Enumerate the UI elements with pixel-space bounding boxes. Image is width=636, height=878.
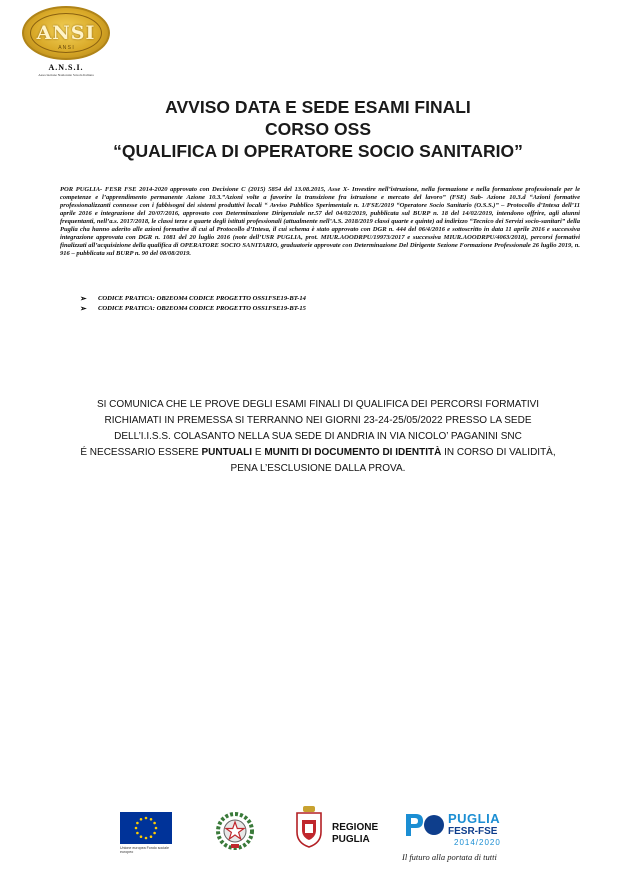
fesr-fund-label: FESR-FSE bbox=[448, 826, 498, 837]
ansi-seal-logo bbox=[22, 6, 110, 60]
project-codes bbox=[80, 294, 560, 314]
notice-line-4 bbox=[40, 445, 596, 461]
ansi-acronym: A.N.S.I. bbox=[48, 63, 84, 72]
notice-line-3: DELL’I.I.S.S. COLASANTO NELLA SUA SEDE DI ANDRIA IN VIA NICOLO’ PAGANINI SNC bbox=[114, 431, 522, 442]
notice-line-4-mid: E bbox=[252, 447, 265, 458]
title-line-2: CORSO OSS bbox=[265, 119, 371, 139]
region-name-line-1: REGIONE bbox=[332, 822, 379, 833]
arrow-bullet-icon: ➢ bbox=[80, 304, 87, 313]
por-puglia-logo bbox=[402, 808, 530, 864]
ansi-subtitle: Associazione Nazionale Scuola Italiana bbox=[38, 73, 94, 77]
notice-line-2: RICHIAMATI IN PREMESSA SI TERRANNO NEI GIORNI 23-24-25/05/2022 PRESSO LA SEDE bbox=[104, 415, 532, 426]
ansi-logo bbox=[20, 6, 112, 77]
seal-sub: A N S I bbox=[58, 45, 74, 51]
funding-logos-footer bbox=[0, 800, 636, 870]
eu-flag-icon bbox=[120, 812, 172, 844]
project-code-text: CODICE PRATICA: OB2EOM4 CODICE PROGETTO OSS1FSE19-BT-15 bbox=[98, 305, 306, 312]
arrow-bullet-icon: ➢ bbox=[80, 294, 87, 303]
intro-paragraph: POR PUGLIA- FESR FSE 2014-2020 approvato con Decisione C (2015) 5854 del 13.08.2015, Asse X- Investire nell’istruzione, nella formazione e nella formazione professionale per le competenze e l’apprendimento permanente Azione 10.3.”Azioni volte a favorire la transizione fra istruzione e mercato del lavoro” (FSE) Sub- Azione 10.3.d “Azioni formative professionalizzanti connesse con i fabbisogni dei sistemi produttivi locali “ Avviso Pubblico Sperimentale n. 1/FSE/2019 “Operatore Socio Sanitario (O.S.S.)” – Protocollo d’Intesa dell’11 aprile 2016 e integrazione del 20/07/2016, approvato con Determinazione Dirigenziale nr.57 del 04/02/2019, pubblicata sul BURP n. 18 del 14/02/2019, intendono offrire, agli alunni frequentanti, nell’a.s. 2017/2018, le classi terze e quarte degli istituti professionali (attualmente nell’A.S. 2018/2019 classi quarte e quinte) ad indirizzo “Tecnico dei Servizi socio-sanitari” della Puglia cha hanno aderito alle azioni formative di cui al Protocollo d’Intesa, il cui schema è stato approvato con DGR n. 444 del 06/4/2016 e sottoscritto in data 11 aprile 2016 e successiva integrazione approvata con DGR n. 1081 del 20 luglio 2016 (note dell’USR PUGLIA, prot. MIUR.AOODRPU/19973/2017 e successiva MIUR.AOODRPU/4063/2018), percorsi formativi finalizzati all’acquisizione della qualifica di OPERATORE SOCIO SANITARIO, graduatorie approvate con Determinazione Del Dirigente Sezione Formazione Professionale 26 luglio 2019, n. 916 – pubblicata sul BURP n. 90 del 08/08/2019. bbox=[60, 186, 580, 257]
region-name bbox=[332, 822, 378, 846]
notice-line-1: SI COMUNICA CHE LE PROVE DEGLI ESAMI FINALI DI QUALIFICA DEI PERCORSI FORMATIVI bbox=[96, 399, 540, 410]
italian-republic-emblem-icon bbox=[214, 810, 256, 852]
notice-id-document: MUNITI DI DOCUMENTO DI IDENTITÀ bbox=[264, 447, 442, 458]
title-line-3: “QUALIFICA DI OPERATORE SOCIO SANITARIO” bbox=[113, 141, 523, 161]
eu-caption: Unione europea Fondo sociale europeo bbox=[120, 846, 169, 855]
document-title bbox=[0, 96, 636, 162]
notice-line-5: PENA L’ESCLUSIONE DALLA PROVA. bbox=[230, 463, 406, 474]
fesr-puglia-label: PUGLIA bbox=[448, 811, 501, 826]
notice-line-4-post: IN CORSO DI VALIDITÀ, bbox=[441, 447, 556, 458]
project-code-item bbox=[80, 304, 560, 314]
por-puglia-mark-icon bbox=[404, 812, 444, 838]
fesr-tagline: Il futuro alla portata di tutti bbox=[402, 852, 497, 862]
notice-punctual: PUNTUALI bbox=[201, 447, 253, 458]
notice-line-4-pre: É NECESSARIO ESSERE bbox=[80, 447, 202, 458]
project-code-item bbox=[80, 294, 560, 304]
exam-notice bbox=[40, 397, 596, 477]
fesr-period-label: 2014/2020 bbox=[454, 838, 501, 847]
puglia-shield-icon bbox=[296, 806, 322, 848]
project-code-text: CODICE PRATICA: OB2EOM4 CODICE PROGETTO OSS1FSE19-BT-14 bbox=[98, 295, 306, 302]
seal-mark: ANSI bbox=[36, 22, 96, 44]
region-name-line-2: PUGLIA bbox=[332, 834, 370, 845]
title-line-1: AVVISO DATA E SEDE ESAMI FINALI bbox=[165, 97, 471, 117]
